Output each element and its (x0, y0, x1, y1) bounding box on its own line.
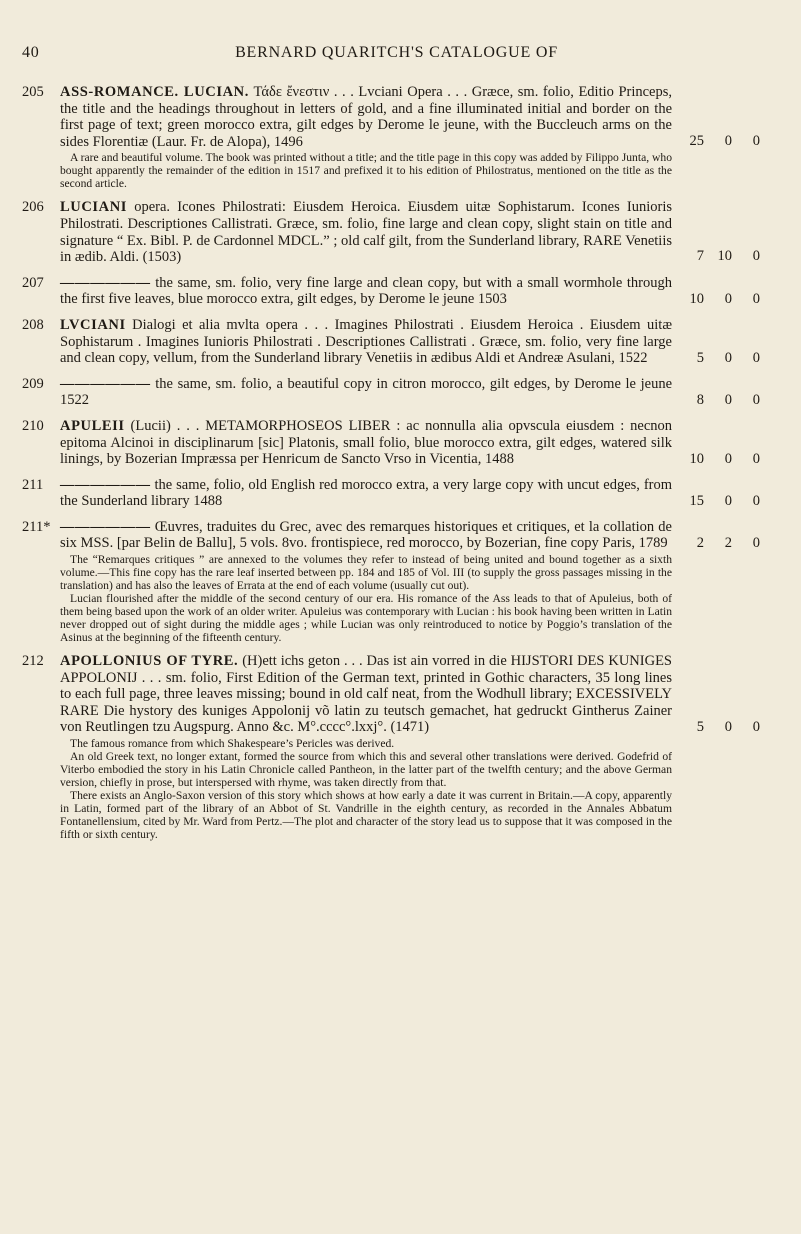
price-pounds: 7 (696, 248, 704, 265)
catalogue-entry (22, 519, 760, 644)
entry-text: (H)ett ichs geton . . . Das ist ain vorred in die HIJSTORI DES KUNIGES APPOLONIJ . . . sm. folio, First Edition of the German text, printed in Gothic characters, 35 long lines to each full page, three leaves missing; bound in old calf neat, from the Wodhull library; EXCESSIVELY RARE Die hystory des kuniges Appolonij võ latin zu teutsch gemachet, hat gedruckt Gintherus Zainer von Reutlingen tzu Augspurg. Anno &c. M°.cccc°.lxxj°. (1471) (60, 653, 672, 736)
entry-text: the same, sm. folio, very fine large and clean copy, but with a small wormhole through the first five leaves, blue morocco extra, gilt edges, by Derome le jeune 1503 (60, 274, 672, 308)
entry-heading: APULEII (60, 417, 125, 434)
lot-number: 210 (22, 417, 44, 434)
entry-description (60, 653, 672, 736)
entry-heading: LUCIANI (60, 199, 128, 216)
price-pence: 0 (752, 492, 760, 509)
price-pence: 0 (752, 391, 760, 408)
price-pounds: 25 (689, 133, 704, 149)
entry-text: Τάδε ἔνεστιν . . . Lvciani Opera . . . Græce, sm. folio, Editio Princeps, the title and the headings throughout in letters of gold, and a fine illuminated initial and border on the first page of text; green morocco extra, gilt edges by Derome le jeune, with the Buccleuch arms on the sides Florentiæ (Laur. Fr. de Alopa), 1496 (60, 84, 673, 150)
note-paragraph: The famous romance from which Shakespeare’s Pericles was derived. (70, 737, 395, 751)
entry-description (60, 477, 672, 510)
entry-text: opera. Icones Philostrati: Eiusdem Heroica. Eiusdem uitæ Sophistarum. Icones Iunioris Philostrati. Descriptiones Callistrati. Græce, sm. folio, fine large and clean copy, slight stain on title and signature “ Ex. Bibl. P. de Cardonnel MDCL.” ; old calf gilt, from the Sunderland library, RARE Venetiis in ædib. Aldi. (1503) (60, 199, 673, 266)
catalogue-entry (22, 653, 760, 841)
catalogue-entry (22, 376, 760, 409)
lot-number: 208 (22, 316, 44, 333)
entry-heading: ASS-ROMANCE. LUCIAN. (60, 84, 249, 100)
price-shillings: 10 (717, 248, 732, 265)
price-pounds: 2 (696, 534, 704, 551)
note-paragraph: Lucian flourished after the middle of the second century of our era. His romance of the Ass leads to that of Apuleius, both of them being based upon the work of an older writer. Apuleius was contemporary with Lucian : his book having been written in Latin never dropped out of sight during the middle ages ; while Lucian was only reintroduced to notice by Poggio’s translation of the Asinus at the beginning of the fifteenth century. (60, 592, 672, 645)
price-pence: 0 (752, 290, 760, 307)
entry-heading: APOLLONIUS OF TYRE. (60, 653, 239, 670)
price-shillings: 0 (724, 290, 732, 307)
entry-description (60, 418, 672, 468)
note-paragraph: An old Greek text, no longer extant, formed the source from which this and several other translations were derived. Godefrid of Viterbo embodied the story in his Latin Chronicle called Pantheon, in the latter part of the twelfth century; and the above German version, chiefly in prose, but interspersed with rhyme, was taken directly from that. (60, 750, 672, 790)
price-shillings: 2 (724, 534, 732, 551)
running-title: BERNARD QUARITCH'S CATALOGUE OF (235, 44, 558, 61)
catalogue-entry (22, 199, 760, 265)
entry-price (680, 291, 760, 308)
entry-text: (Lucii) . . . METAMORPHOSEOS LIBER : ac nonnulla alia opvscula eiusdem : necnon epitoma Alcinoi in disciplinarum [sic] Platonis, small folio, blue morocco extra, gilt edges, watered silk linings, by Bozerian Impræssa per Henricum de Sancto Vrso in Vicentia, 1488 (60, 417, 672, 468)
entry-description (60, 84, 672, 150)
price-pence: 0 (752, 248, 760, 265)
lot-number: 207 (22, 274, 44, 291)
entry-description (60, 275, 672, 308)
entry-text: Œuvres, traduites du Grec, avec des remarques historiques et critiques, et la collation de six MSS. [par Belin de Ballu], 5 vols. 8vo. frontispiece, red morocco, by Bozerian, fine copy Paris, 1789 (60, 518, 672, 552)
price-shillings: 0 (724, 349, 732, 366)
entry-price (680, 451, 760, 468)
entry-note (60, 553, 672, 644)
entry-heading: —————— (60, 274, 151, 291)
price-pounds: 5 (696, 719, 704, 736)
price-pence: 0 (752, 450, 760, 467)
entry-heading: —————— (60, 518, 151, 535)
lot-number: 212 (22, 653, 44, 670)
price-pounds: 10 (689, 290, 704, 307)
catalogue-entry (22, 317, 760, 367)
note-paragraph: The “Remarques critiques ” are annexed to the volumes they refer to instead of being united and bound together as a sixth volume.—This fine copy has the rare leaf inserted between pp. 184 and 185 of Vol. III (to supply the gross passages missing in the translation) and has also the leaves of Errata at the end of each volume (usually cut out). (60, 553, 672, 593)
lot-number: 209 (22, 375, 44, 392)
note-paragraph: There exists an Anglo-Saxon version of this story which shows at how early a date it was current in Britain.—A copy, apparently in Latin, formed part of the library of an Abbot of St. Vandrille in the eighth century, as recorded in the Annales Abbatum Fontanellensium, cited by Mr. Ward from Pertz.—The plot and character of the story lead us to suppose that it was composed in the fifth or sixth century. (60, 789, 672, 842)
lot-number: 206 (22, 199, 44, 216)
price-shillings: 0 (724, 391, 732, 408)
lot-number: 211* (22, 518, 51, 535)
entry-description (60, 376, 672, 409)
price-pounds: 10 (689, 450, 704, 467)
price-shillings: 0 (724, 133, 732, 149)
entry-description (60, 519, 672, 552)
price-pence: 0 (752, 349, 760, 366)
lot-number: 211 (22, 476, 44, 493)
entry-text: Dialogi et alia mvlta opera . . . Imagines Philostrati . Eiusdem Heroica . Eiusdem uitæ Sophistarum . Imagines Iunioris Philostrati . Descriptiones Callistrati . Græce, sm. folio, very fine large and clean copy, vellum, from the Sunderland library Venetiis in ædibus Aldi et Andreæ Asulani, 1522 (60, 316, 672, 367)
price-shillings: 0 (724, 450, 732, 467)
entry-heading: LVCIANI (60, 316, 126, 333)
catalogue-entry (22, 418, 760, 468)
price-shillings: 0 (724, 719, 732, 736)
lot-number: 205 (22, 84, 44, 100)
entry-description (60, 199, 672, 265)
price-pounds: 8 (696, 391, 704, 408)
catalogue-entry (22, 477, 760, 510)
catalogue-entry (22, 275, 760, 308)
entry-note (60, 737, 672, 841)
catalogue-entry (22, 84, 760, 190)
price-shillings: 0 (724, 492, 732, 509)
entry-price (680, 535, 760, 552)
catalogue-entries (22, 84, 760, 850)
page-number: 40 (22, 44, 40, 61)
entry-price (680, 350, 760, 367)
price-pence: 0 (752, 133, 760, 149)
entry-price (680, 719, 760, 736)
entry-price (680, 133, 760, 150)
entry-price (680, 392, 760, 409)
entry-description (60, 317, 672, 367)
entry-heading: —————— (60, 375, 151, 392)
entry-price (680, 493, 760, 510)
price-pence: 0 (752, 719, 760, 736)
entry-text: the same, folio, old English red morocco extra, a very large copy with uncut edges, from the Sunderland library 1488 (60, 476, 673, 510)
entry-text: the same, sm. folio, a beautiful copy in citron morocco, gilt edges, by Derome le jeune 1522 (60, 375, 673, 409)
note-paragraph: A rare and beautiful volume. The book was printed without a title; and the title page in this copy was added by Filippo Junta, who bought apparently the remainder of the edition in 1517 and prefixed it to his edition of Philostratus, mentioned on the title as the second article. (60, 151, 672, 191)
entry-heading: —————— (60, 476, 151, 493)
entry-price (680, 248, 760, 265)
price-pence: 0 (752, 534, 760, 551)
price-pounds: 5 (696, 349, 704, 366)
price-pounds: 15 (689, 492, 704, 509)
entry-note (60, 151, 672, 190)
